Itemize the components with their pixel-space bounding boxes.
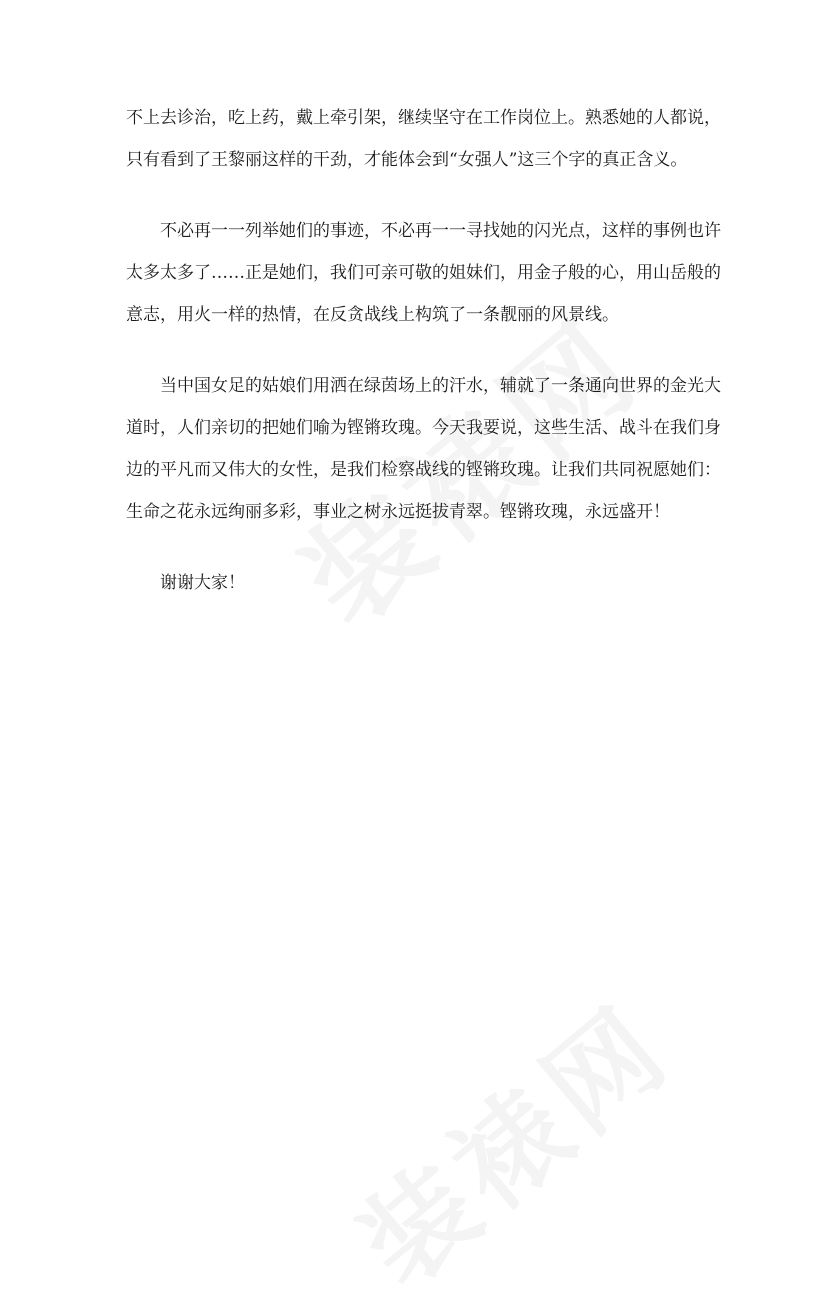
watermark-bottom: [321, 963, 698, 1315]
paragraph-line: 边的平凡而又伟大的女性，是我们检察战线的铿锵玫瑰。让我们共同祝愿她们：: [126, 460, 721, 480]
closing-paragraph: [126, 562, 706, 604]
paragraph-3: [126, 365, 721, 533]
paragraph-line: 生命之花永远绚丽多彩，事业之树永远挺拔青翠。铿锵玫瑰，永远盛开！: [126, 502, 670, 522]
paragraph-line: 意志，用火一样的热情，在反贪战线上构筑了一条靓丽的风景线。: [126, 305, 619, 325]
document-body: [126, 97, 721, 604]
paragraph-line: 当中国女足的姑娘们用洒在绿茵场上的汗水，辅就了一条通向世界的金光大: [160, 376, 721, 396]
paragraph-1: [126, 97, 721, 181]
paragraph-line: 不必再一一列举她们的事迹，不必再一一寻找她的闪光点，这样的事例也许: [160, 221, 721, 241]
paragraph-line: 只有看到了王黎丽这样的干劲，才能体会到“女强人”这三个字的真正含义。: [126, 150, 688, 170]
paragraph-line: 道时，人们亲切的把她们喻为铿锵玫瑰。今天我要说，这些生活、战斗在我们身: [126, 418, 721, 438]
paragraph-2: [126, 210, 721, 336]
closing-line: 谢谢大家！: [160, 573, 245, 593]
paragraph-line: 太多太多了……正是她们，我们可亲可敬的姐妹们，用金子般的心，用山岳般的: [126, 263, 721, 283]
paragraph-line: 不上去诊治，吃上药，戴上牵引架，继续坚守在工作岗位上。熟悉她的人都说，: [126, 108, 721, 128]
